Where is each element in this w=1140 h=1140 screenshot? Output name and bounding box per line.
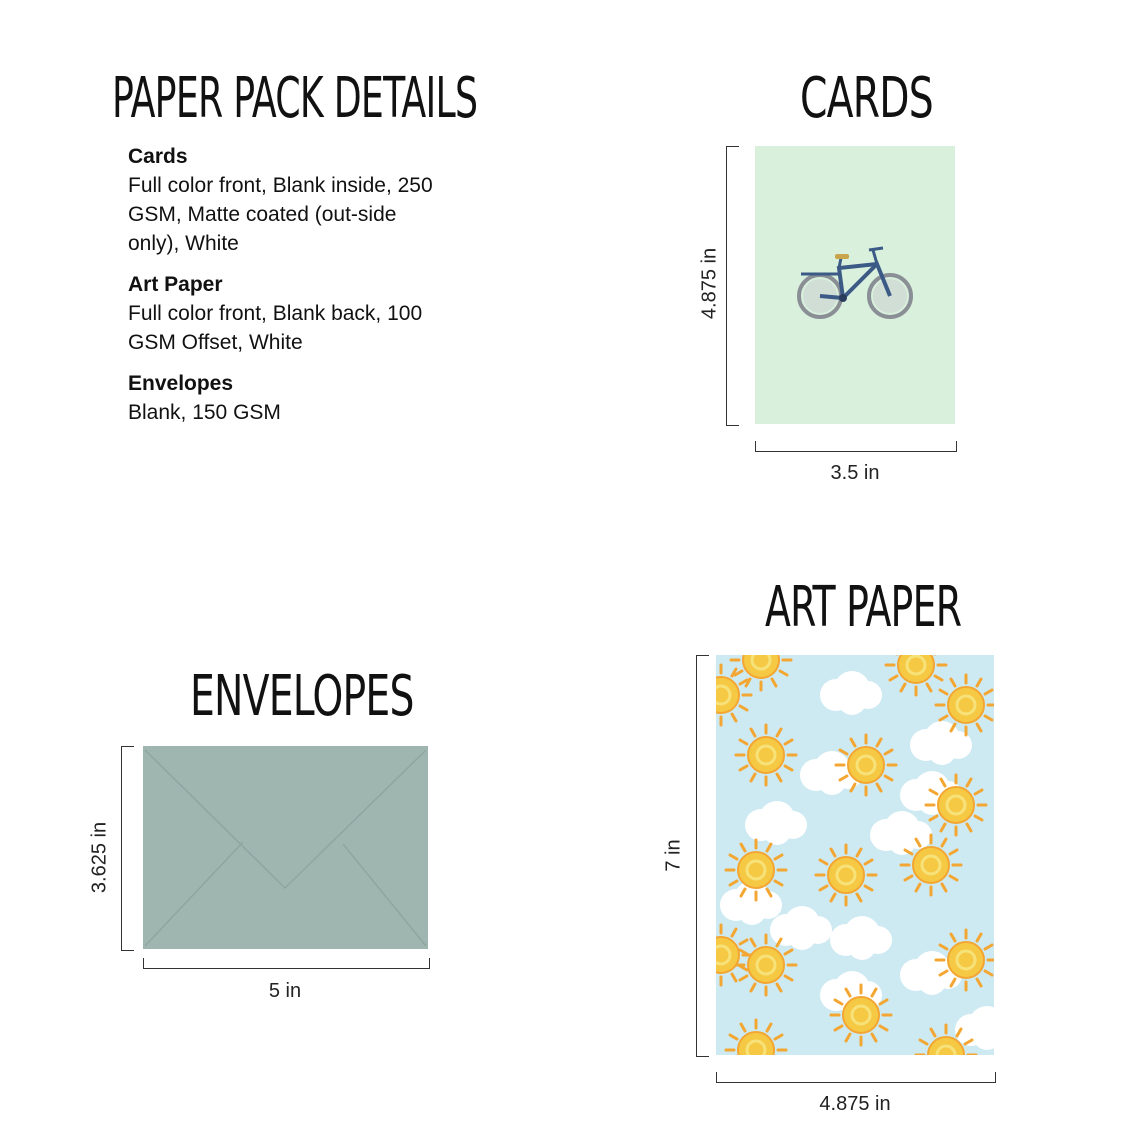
card-width-label: 3.5 in: [830, 462, 880, 484]
details-text: Full color front, Blank inside, 250 GSM, Matte coated (out-side only), White: [128, 174, 433, 255]
sun-pattern: [716, 655, 994, 1055]
card-image: [755, 146, 955, 424]
art-paper-image: [716, 655, 994, 1055]
details-heading: Envelopes: [128, 372, 234, 395]
envelope-width-label: 5 in: [268, 980, 302, 1002]
details-art-paper: [128, 270, 438, 357]
envelope-width-bracket: [143, 958, 430, 969]
sun-icon: [726, 1020, 786, 1055]
details-text: Full color front, Blank back, 100 GSM Offset, White: [128, 302, 423, 354]
art-height-label: 7 in: [662, 839, 685, 872]
cloud-icon: [745, 801, 807, 845]
details-envelopes: [128, 369, 438, 427]
cloud-icon: [830, 916, 892, 960]
envelope-height-label: 3.625 in: [88, 821, 111, 894]
details-heading: Cards: [128, 145, 188, 168]
details-cards: [128, 142, 438, 258]
sun-icon: [816, 845, 876, 905]
details-list: [128, 142, 438, 439]
details-title: PAPER PACK DETAILS: [112, 66, 478, 131]
details-heading: Art Paper: [128, 273, 223, 296]
cards-title: CARDS: [800, 66, 933, 131]
details-text: Blank, 150 GSM: [128, 401, 281, 424]
art-width-bracket: [716, 1072, 996, 1083]
bicycle-icon: [755, 146, 955, 424]
cloud-icon: [820, 671, 882, 715]
sun-icon: [716, 665, 751, 725]
envelope-image: [143, 746, 428, 949]
sun-icon: [886, 655, 946, 695]
art-width-label: 4.875 in: [819, 1093, 891, 1115]
envelopes-title: ENVELOPES: [190, 664, 414, 729]
cloud-icon: [910, 721, 972, 765]
card-height-label: 4.875 in: [698, 247, 721, 320]
sun-icon: [736, 725, 796, 785]
card-width-bracket: [755, 441, 957, 452]
art-paper-title: ART PAPER: [765, 575, 962, 640]
art-height-bracket: [696, 655, 709, 1057]
card-height-bracket: [726, 146, 739, 426]
envelope-height-bracket: [121, 746, 134, 951]
